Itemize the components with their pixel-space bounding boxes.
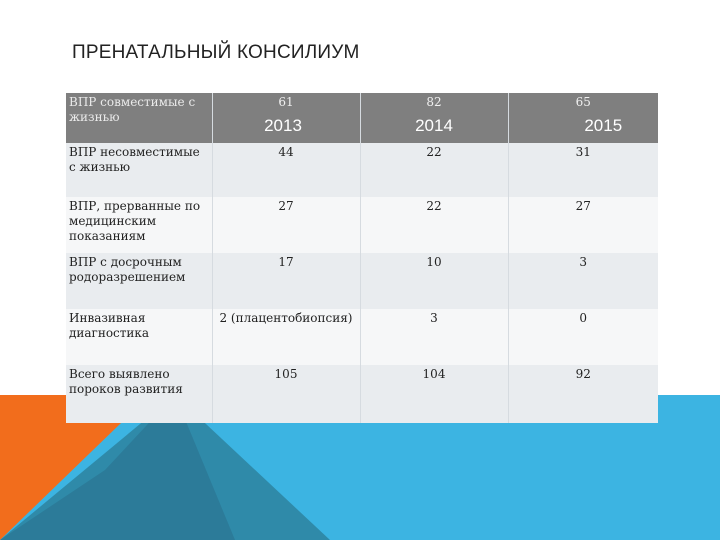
table-row [66, 309, 658, 365]
cell-value: 27 [508, 197, 658, 253]
cell-value: 22 [360, 143, 508, 197]
header-year: 2015 [584, 116, 623, 135]
header-count: 61 [278, 95, 294, 109]
row-label: ВПР несовместимые с жизнью [66, 143, 212, 197]
cell-value: 44 [212, 143, 360, 197]
header-count: 82 [426, 95, 442, 109]
header-year: 2014 [415, 116, 453, 135]
row-label: ВПР, прерванные по медицинским показаниям [66, 197, 212, 253]
cell-value: 92 [508, 365, 658, 423]
cell-value: 105 [212, 365, 360, 423]
cell-value: 10 [360, 253, 508, 309]
cell-value: 3 [508, 253, 658, 309]
cell-value: 27 [212, 197, 360, 253]
header-label: ВПР совместимые с жизнью [66, 93, 212, 143]
table-header-row [66, 93, 658, 143]
cell-value: 3 [360, 309, 508, 365]
row-label: ВПР с досрочным родоразрешением [66, 253, 212, 309]
row-label: Инвазивная диагностика [66, 309, 212, 365]
consilium-table [66, 93, 658, 423]
cell-value: 0 [508, 309, 658, 365]
row-label: Всего выявлено пороков развития [66, 365, 212, 423]
table-row [66, 365, 658, 423]
table-row [66, 253, 658, 309]
table-row [66, 197, 658, 253]
header-col-2015 [508, 93, 658, 143]
header-count: 65 [575, 95, 591, 109]
cell-value: 104 [360, 365, 508, 423]
cell-value: 22 [360, 197, 508, 253]
cell-value: 31 [508, 143, 658, 197]
table-row [66, 143, 658, 197]
cell-value: 2 (плацентобиопсия) [212, 309, 360, 365]
cell-value: 17 [212, 253, 360, 309]
header-col-2013 [212, 93, 360, 143]
page-title: ПРЕНАТАЛЬНЫЙ КОНСИЛИУМ [72, 42, 360, 63]
header-col-2014 [360, 93, 508, 143]
header-year: 2013 [264, 116, 302, 135]
